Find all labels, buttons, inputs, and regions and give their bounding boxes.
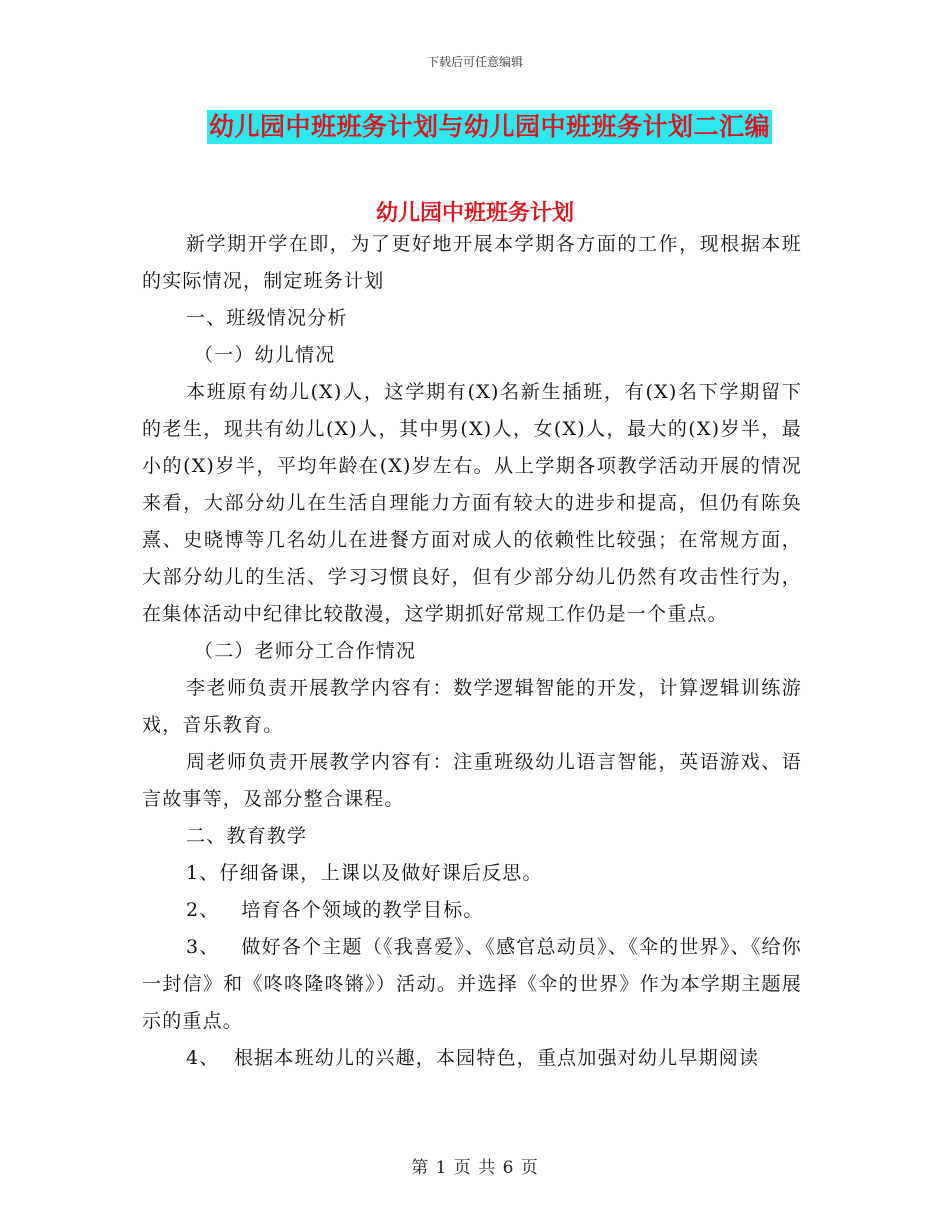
paragraph-teacher-zhou: 周老师负责开展教学内容有：注重班级幼儿语言智能，英语游戏、语言故事等，及部分整合课程。 [142,751,802,810]
header-note: 下载后可任意编辑 [426,55,523,69]
paragraph-teacher-li: 李老师负责开展教学内容有：数学逻辑智能的开发，计算逻辑训练游戏，音乐教育。 [142,677,802,736]
paragraph-children: 本班原有幼儿(X)人，这学期有(X)名新生插班，有(X)名下学期留下的老生，现共有幼儿(X)人，其中男(X)人，女(X)人，最大的(X)岁半，最小的(X)岁半，平均年龄在(X)岁左右。从上学期各项教学活动开展的情况来看，大部分幼儿在生活自理能力方面有较大的进步和提高，但仍有陈奂熹、史晓博等几名幼儿在进餐方面对成人的依赖性比较强；在常规方面，大部分幼儿的生活、学习习惯良好，但有少部分幼儿仍然有攻击性行为，在集体活动中纪律比较散漫，这学期抓好常规工作仍是一个重点。 [142,381,802,625]
subheading-teachers: （二）老师分工合作情况 [194,640,417,662]
heading-class-analysis: 一、班级情况分析 [186,307,348,329]
list-item-3: 3、 做好各个主题（《我喜爱》、《感官总动员》、《伞的世界》、《给你一封信》和《咚咚隆咚锵》）活动。并选择《伞的世界》作为本学期主题展示的重点。 [142,936,802,1032]
document-body [142,226,802,1077]
page-footer: 第 1 页 共 6 页 [411,1158,539,1178]
document-title: 幼儿园中班班务计划与幼儿园中班班务计划二汇编 [207,110,772,144]
list-item-1: 1、仔细备课，上课以及做好课后反思。 [186,862,543,884]
list-item-4: 4、 根据本班幼儿的兴趣，本园特色，重点加强对幼儿早期阅读 [186,1047,760,1069]
list-item-2: 2、 培育各个领域的教学目标。 [186,899,484,921]
subheading-children: （一）幼儿情况 [194,344,336,366]
section-title: 幼儿园中班班务计划 [375,200,574,226]
heading-education: 二、教育教学 [186,825,308,847]
paragraph-intro: 新学期开学在即，为了更好地开展本学期各方面的工作，现根据本班的实际情况，制定班务计划 [142,233,802,292]
